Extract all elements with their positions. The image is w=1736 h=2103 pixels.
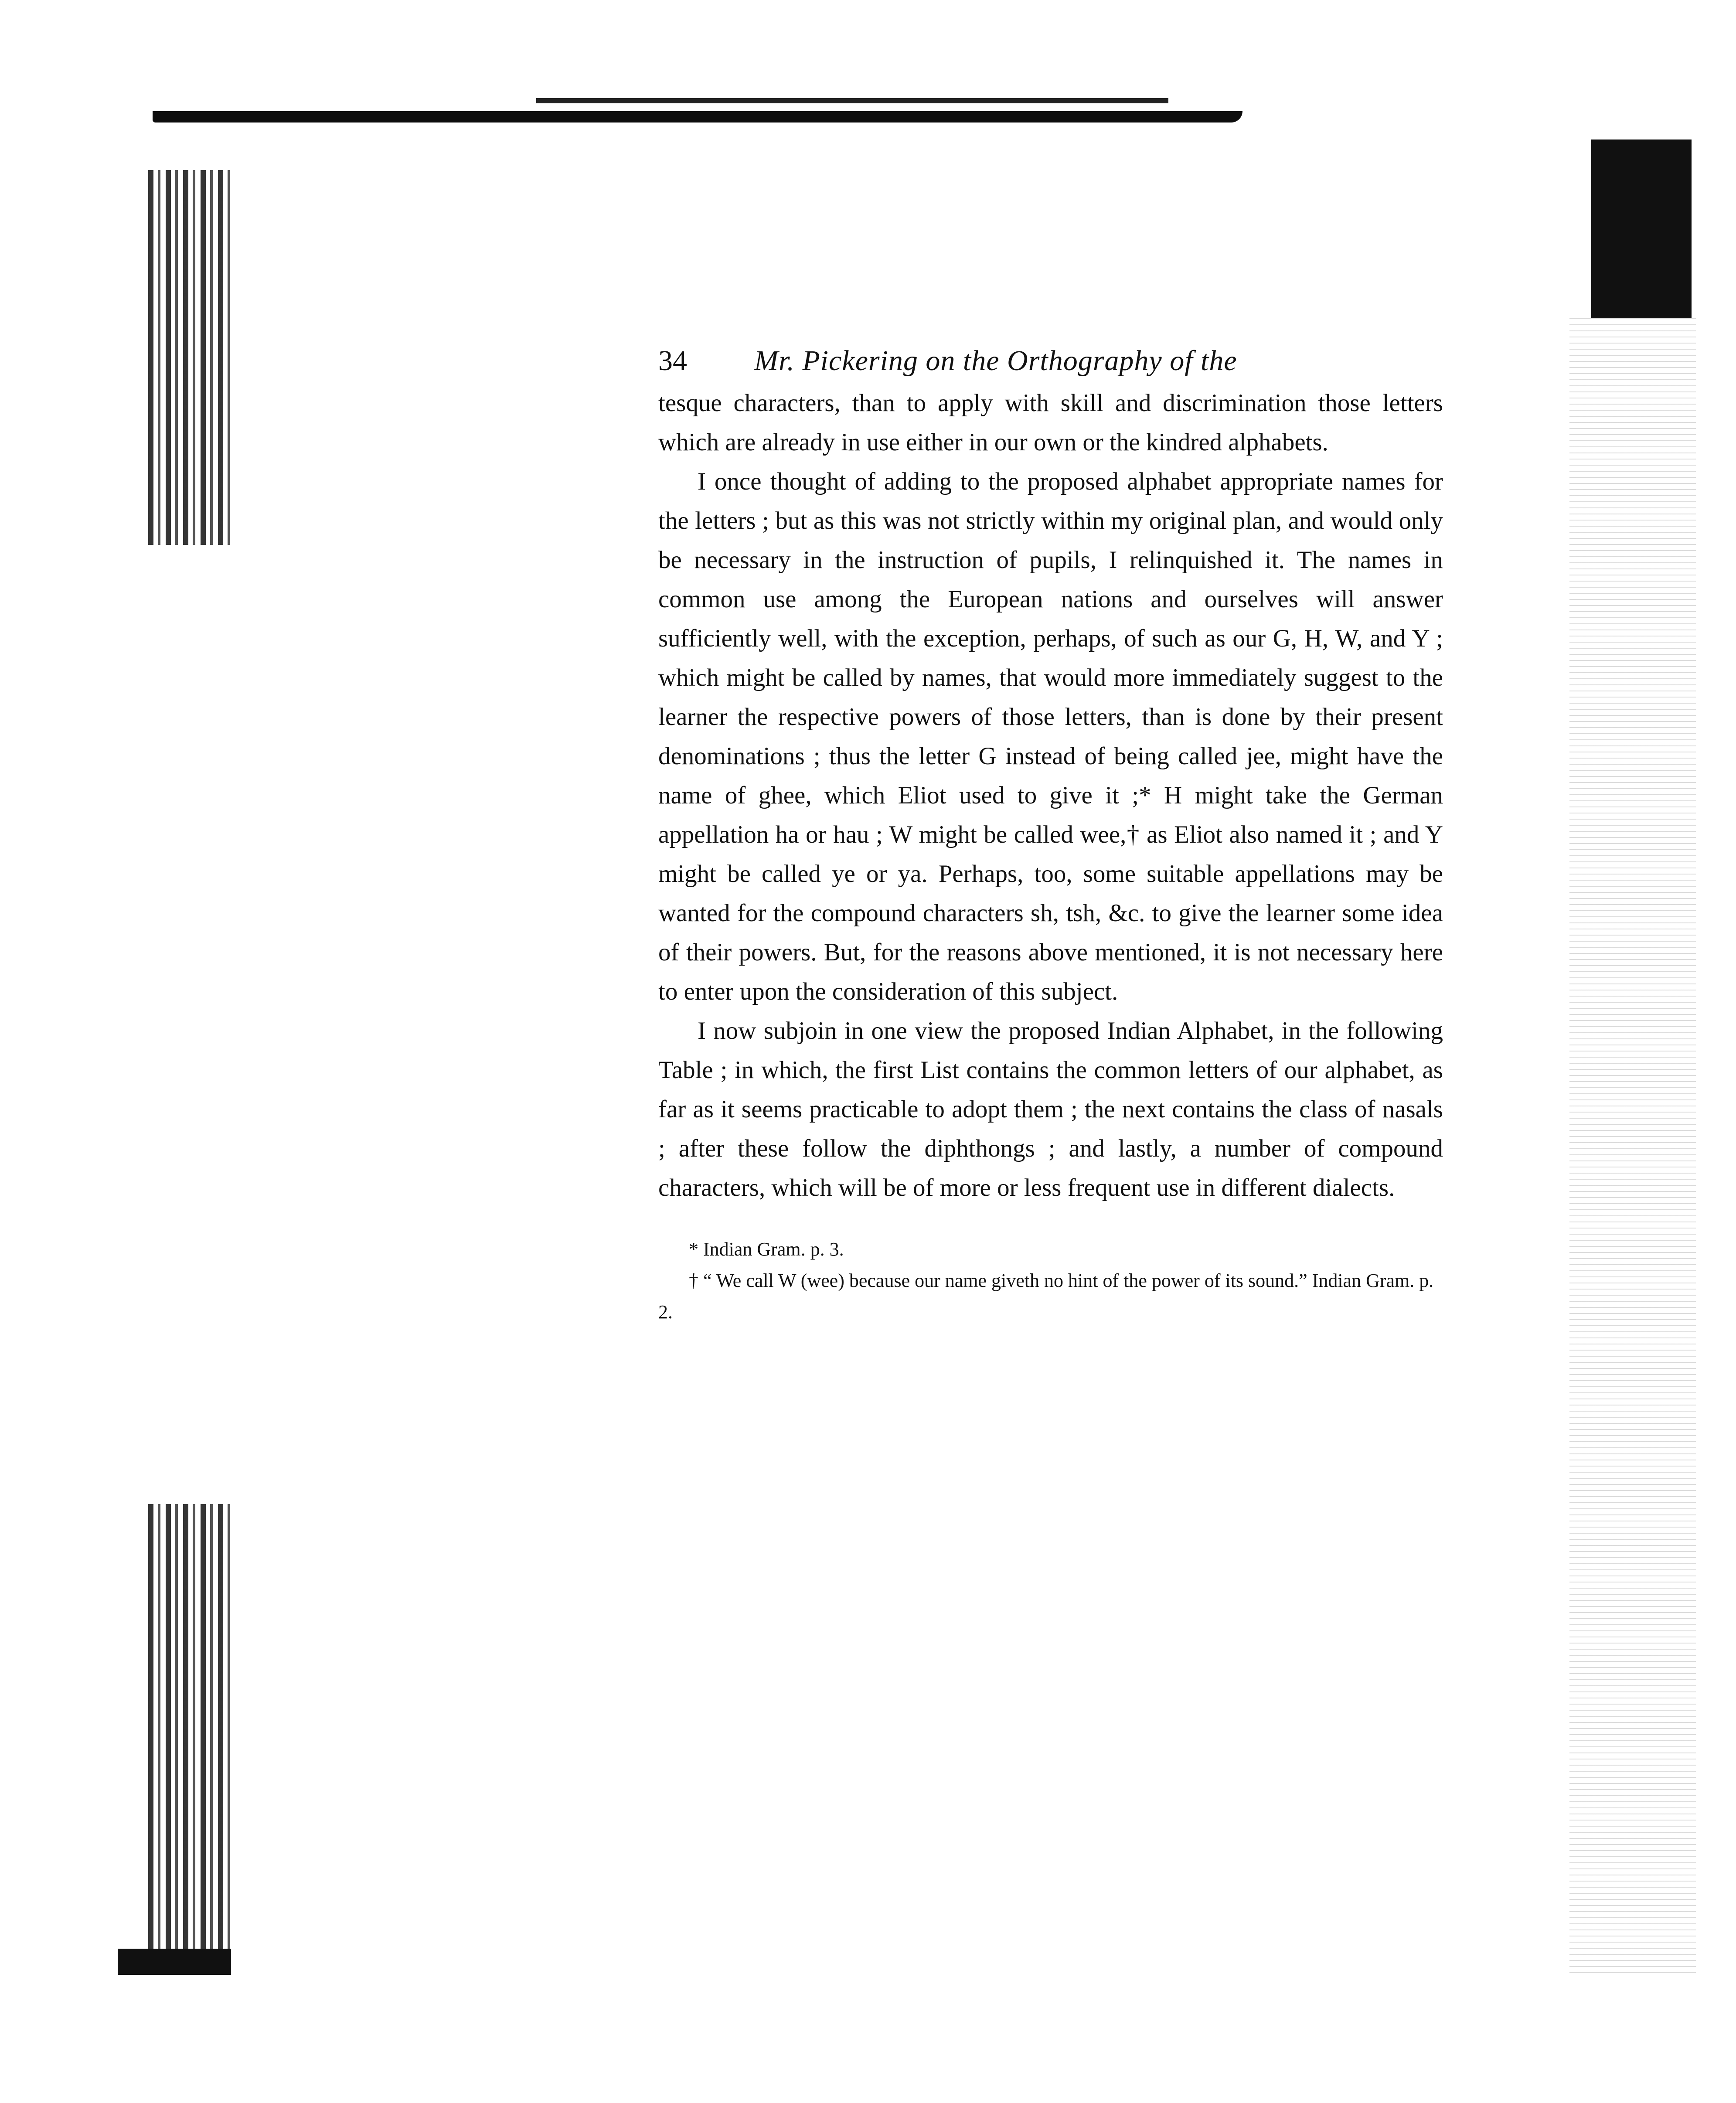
scan-artifact-top-rule — [153, 111, 1242, 123]
book-page — [658, 340, 1443, 1328]
scan-artifact-top-line — [536, 98, 1168, 103]
scan-artifact-left-base — [118, 1949, 231, 1975]
scan-artifact-right-speckle — [1569, 318, 1696, 1975]
footnotes — [658, 1234, 1443, 1328]
paragraph-continuation: tesque characters, than to apply with skill and discrimination those letters which are already in use either in our own or the kindred alphabets. — [658, 389, 1443, 456]
paragraph-letter-names: I once thought of adding to the proposed alphabet appropriate names for the letters ; but as this was not strictly within my original plan, and would only be necessary in the instruction of pupils, I relinquished it. The names in common use among the European nations and ourselves will answer sufficiently well, with the exception, perhaps, of such as our G, H, W, and Y ; which might be called by names, that would more immediately suggest to the learner the respective powers of those letters, than is done by their present denominations ; thus the letter G instead of being called jee, might have the name of ghee, which Eliot used to give it ;* H might take the German appellation ha or hau ; W might be called wee,† as Eliot also named it ; and Y might be called ye or ya. Perhaps, too, some suitable appellations may be wanted for the compound characters sh, tsh, &c. to give the learner some idea of their powers. But, for the reasons above mentioned, it is not necessary here to enter upon the consideration of this subject. — [658, 468, 1443, 1005]
running-head-title: Mr. Pickering on the Orthography of the — [754, 345, 1237, 377]
paragraph-indian-alphabet: I now subjoin in one view the proposed Indian Alphabet, in the following Table ; in which, the first List contains the common letters of our alphabet, as far as it seems practicable to adopt them ; the next contains the class of nasals ; after these follow the diphthongs ; and lastly, a number of compound characters, which will be of more or less frequent use in different dialects. — [658, 1017, 1443, 1201]
scan-artifact-right-block — [1591, 140, 1692, 318]
footnote-1: * Indian Gram. p. 3. — [689, 1239, 844, 1260]
running-head — [658, 340, 1443, 384]
page-number: 34 — [658, 345, 687, 377]
scan-artifact-left-gap — [148, 545, 240, 1504]
footnote-2: † “ We call W (wee) because our name giveth no hint of the power of its sound.” Indian Gram. p. 2. — [658, 1270, 1434, 1323]
